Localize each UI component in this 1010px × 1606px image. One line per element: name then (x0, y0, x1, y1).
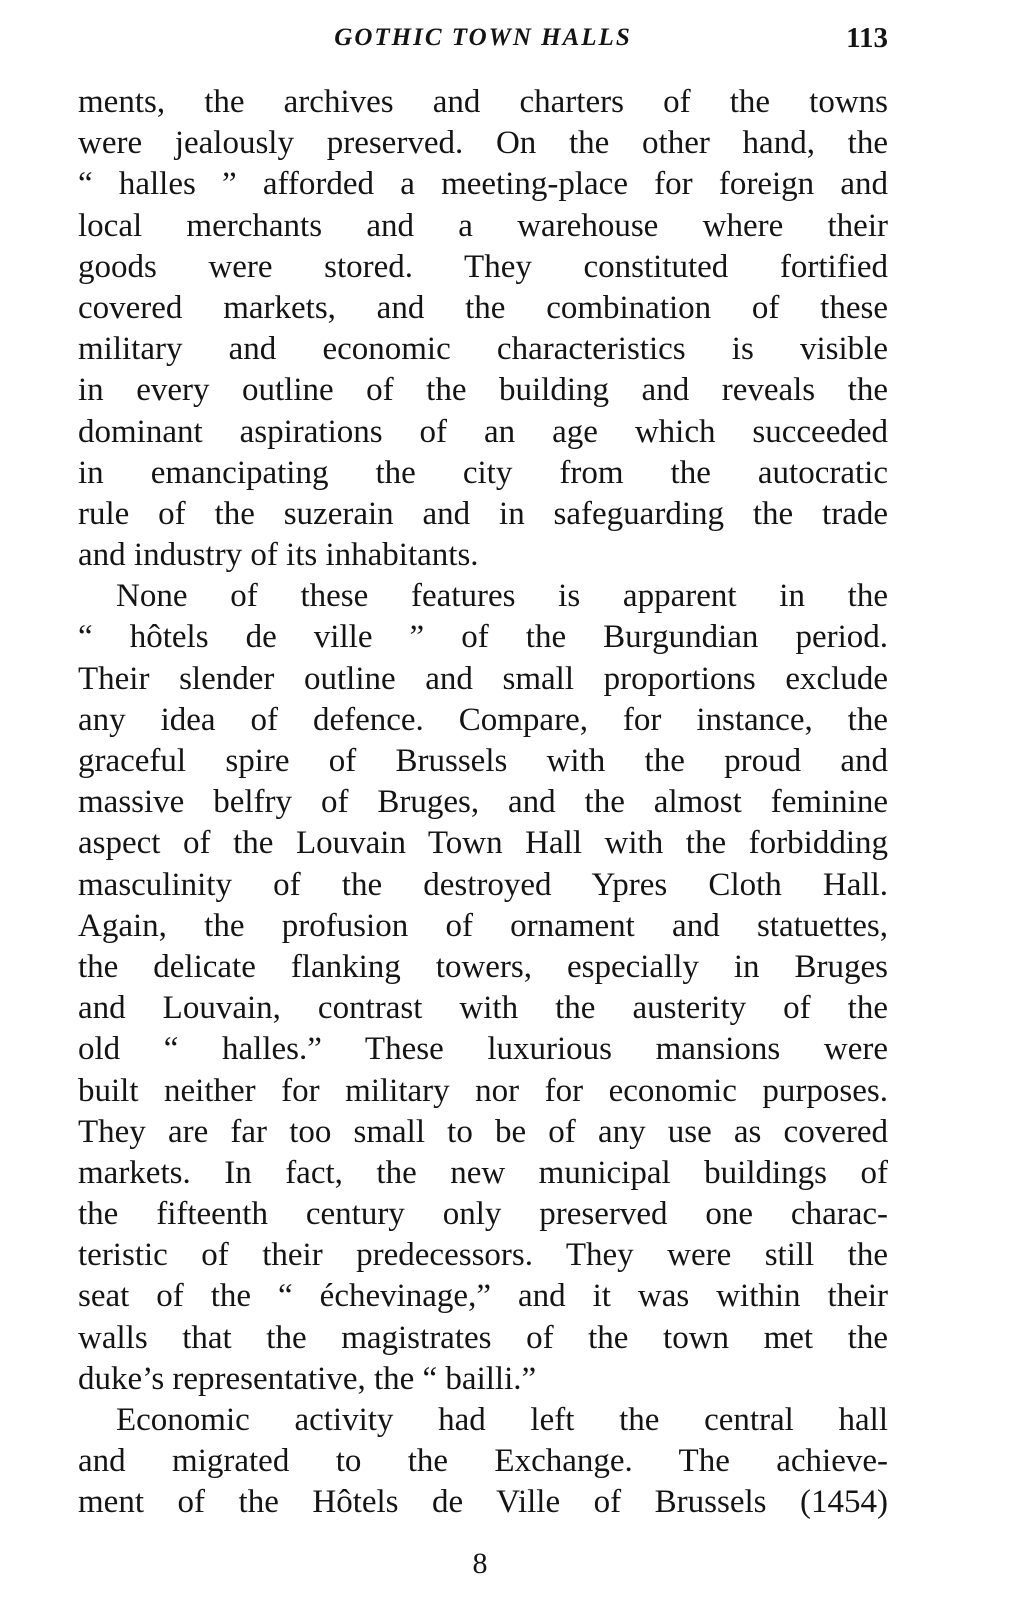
text-line: in every outline of the building and reveals the (78, 372, 888, 409)
text-line: walls that the magistrates of the town met the (78, 1319, 888, 1356)
text-line: rule of the suzerain and in safeguarding the trade (78, 495, 888, 532)
text-line: “ halles ” afforded a meeting-place for foreign and (78, 166, 888, 203)
text-line: any idea of defence. Compare, for instance, the (78, 701, 888, 738)
text-line: and migrated to the Exchange. The achieve- (78, 1443, 888, 1480)
page-number: 113 (846, 22, 888, 54)
signature-mark: 8 (472, 1547, 488, 1580)
text-line: teristic of their predecessors. They were still the (78, 1237, 888, 1274)
text-line: graceful spire of Brussels with the proud and (78, 743, 888, 779)
text-line: in emancipating the city from the autocratic (78, 454, 888, 491)
text-line: and industry of its inhabitants. (78, 537, 479, 574)
text-line: dominant aspirations of an age which succeeded (78, 413, 888, 450)
running-title: GOTHIC TOWN HALLS (334, 24, 632, 51)
text-line: markets. In fact, the new municipal buildings of (78, 1154, 888, 1191)
text-line: “ hôtels de ville ” of the Burgundian period. (78, 619, 888, 656)
text-line: Their slender outline and small proportions exclude (78, 660, 888, 697)
paragraph (78, 1400, 888, 1524)
text-line: local merchants and a warehouse where their (78, 207, 888, 244)
text-line: were jealously preserved. On the other hand, the (78, 125, 888, 162)
text-line: old “ halles.” These luxurious mansions were (78, 1031, 888, 1068)
text-line: masculinity of the destroyed Ypres Cloth Hall. (78, 866, 888, 903)
running-head (78, 18, 888, 58)
text-line: built neither for military nor for economic purposes. (78, 1072, 888, 1109)
text-line: and Louvain, contrast with the austerity of the (78, 990, 888, 1027)
text-line: the delicate flanking towers, especially in Bruges (78, 948, 888, 985)
text-line: massive belfry of Bruges, and the almost feminine (78, 784, 888, 821)
text-line: ments, the archives and charters of the towns (78, 84, 888, 120)
body-text (78, 82, 888, 1524)
text-line: military and economic characteristics is visible (78, 331, 888, 368)
text-line: goods were stored. They constituted fortified (78, 248, 888, 285)
text-line: Economic activity had left the central hall (116, 1402, 888, 1438)
text-line: covered markets, and the combination of these (78, 289, 888, 326)
text-line: ment of the Hôtels de Ville of Brussels (1454) (78, 1484, 888, 1521)
text-line: None of these features is apparent in the (116, 578, 888, 615)
text-line: Again, the profusion of ornament and statuettes, (78, 907, 888, 944)
paragraph (78, 82, 888, 576)
text-line: duke’s representative, the “ bailli.” (78, 1360, 537, 1397)
text-line: the fifteenth century only preserved one charac- (78, 1196, 888, 1233)
text-line: seat of the “ échevinage,” and it was within their (78, 1278, 888, 1315)
text-line: They are far too small to be of any use as covered (78, 1113, 888, 1150)
text-line: aspect of the Louvain Town Hall with the forbidding (78, 825, 888, 862)
paragraph (78, 576, 888, 1400)
